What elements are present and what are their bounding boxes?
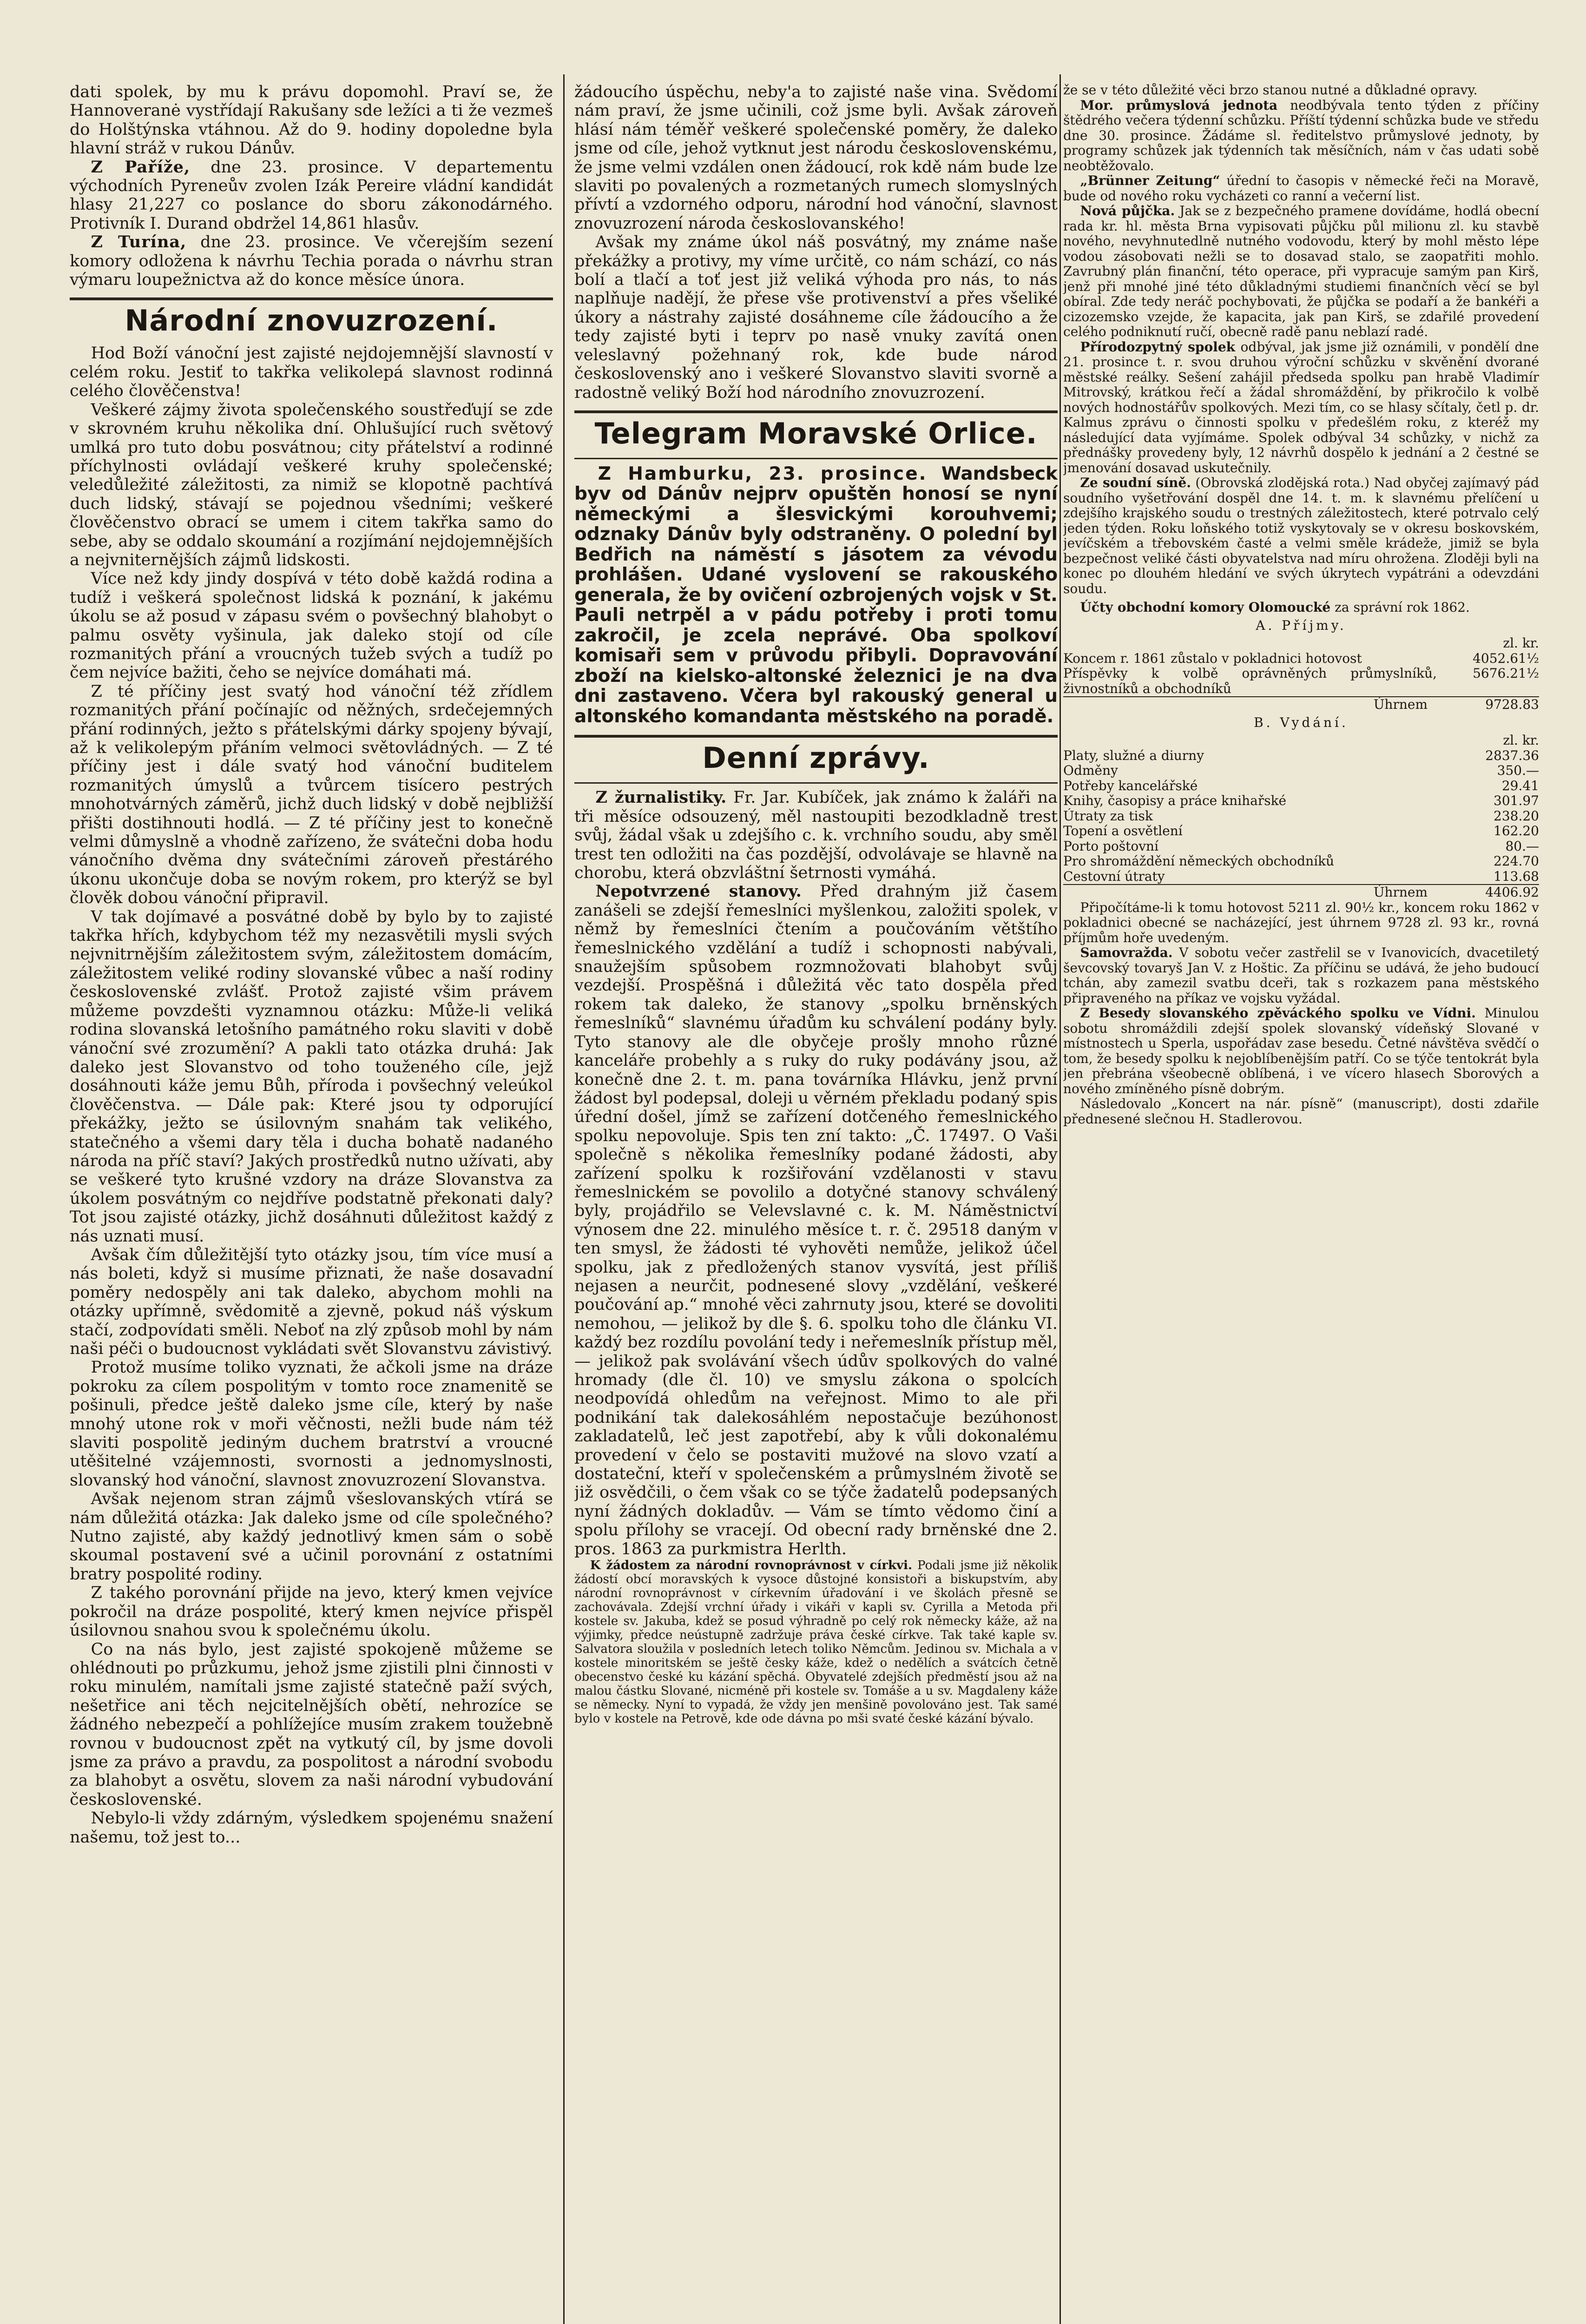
- column-rule: [1060, 74, 1061, 2324]
- news-subheading: Přírodozpytný spolek: [1080, 339, 1236, 355]
- news-text: Minulou sobotu shromáždili zdejší spolek slovanský vídeňský Slované v místnostech u Sperla, uspořádav zase besedu. Četné návštěva svědčí o tom, že besedy spolku k nejoblíbenějším patří. Co se týče tentokrát byla jen přebrána všeobecně oblíbená, i ve vícero hlasech Sborových a nového zmíněného písně dobrým.: [1063, 1005, 1539, 1096]
- news-text: V sobotu večer zastřelil se v Ivanovicích, dvacetiletý ševcovský tovaryš Jan V. z Hoštic. Za příčinu se udává, že jeho budoucí tchán, aby zamezil svatbu dceři, tak s rozkazem pana městského připraveného na příkaz ve vojsku vyžádal.: [1063, 945, 1539, 1006]
- row-label: Porto poštovní: [1063, 838, 1159, 854]
- news-text: neodbývala tento týden z příčiny štědrého večera týdenní schůzku. Příští týdenní schůzka bude ve středu dne 30. prosince. Žádáme sl. ředitelstvo průmyslové jednoty, by programy schůzek jak týdenních tak měsíčních, nám v čas udati sobě neobtěžovalo.: [1063, 97, 1539, 173]
- row-value: 301.97: [1494, 793, 1539, 808]
- news-subheading: Z žurnalistiky.: [595, 788, 727, 807]
- article-paragraph: Co na nás bylo, jest zajisté spokojeně můžeme se ohlédnouti po průzkumu, jehož jsme zjistili plni činnosti v roku minulém, namítali jsme zajisté statečně paží svých, nešetřice ani těch nejcitelnějších obětí, nehrozíce se žádného nebezpečí a pohlížejíce musím zrakem toužebně rovnou v budoucnost zpět na vytkutý cíl, by jsme dovoli jsme za právo a pravdu, za pospolitost a národní svobodu za blahobyt a osvětu, slovem za naši národní vybudování československé.: [70, 1640, 553, 1809]
- news-text: Podali jsme již několik žádostí obcí moravských k vysoce důstojné konsistoři a biskupstvím, aby národní rovnoprávnost v církevním úřadování i ve školách přesně se zachovávala. Zdejší vrchní úřady i vikáři v kapli sv. Cyrilla a Metoda při kostele sv. Jakuba, kdež se posud výhradně po celý rok německy káže, až na výjimky, předce neústupně zadržuje práva české církve. Tak také kaple sv. Salvatora sloužila v posledních letech toliko Němcům. Jedinou sv. Michala a v kostele minoritském se ještě česky káže, kdež o nedělích a svátcích četně obecenstvo české ku kázání spěchá. Obyvatelé zdejších předměstí jsou až na malou částku Slované, nicméně při kostele sv. Tomáše a u sv. Magdaleny káže se německy. Nyní to vypadá, že vždy jen menšině povolováno jest. Tak samé bylo v kostele na Petrově, kde ode dávna po mši svaté české kázání bývalo.: [574, 1558, 1058, 1726]
- paris-report: [70, 158, 553, 233]
- table-row: [1063, 733, 1539, 748]
- news-item: [1063, 173, 1539, 204]
- middle-lead-2: Avšak my známe úkol náš posvátný, my známe naše překážky a protivy, my víme určitě, co nám schází, co nás bolí a tlačí a toť jest již veliká výhoda pro nás, to nás naplňuje nadějí, že přese vše protivenství a přes všeliké úkory a nástrahy zajisté dosáhneme cíle žádoucího a že tedy zajisté byti i teprv po nasě vnuky zavítá onen veleslavný požehnaný rok, kde bude národ československý ano i veškeré Slovanstvo slaviti svorně a radostně veliký Boží hod národního znovuzrození.: [574, 233, 1058, 402]
- section-rule: [574, 782, 1058, 784]
- row-label: Cestovní útraty: [1063, 868, 1165, 884]
- news-item: [574, 882, 1058, 1558]
- news-subheading: K žádostem za národní rovnoprávnost v církvi.: [590, 1558, 912, 1573]
- news-item: [1063, 945, 1539, 1006]
- expense-table: [1063, 733, 1539, 900]
- section-rule: [574, 735, 1058, 738]
- news-subheading: Nová půjčka.: [1080, 203, 1175, 218]
- account-note: Připočítáme-li k tomu hotovost 5211 zl. 90½ kr., koncem roku 1862 v pokladnici obecné se nacházející, jest úhrnem 9728 zl. 93 kr., rovná příjmům hoře uvedeným.: [1063, 899, 1539, 945]
- table-row: [1063, 793, 1539, 809]
- sum-value: 9728.83: [1437, 697, 1539, 713]
- section-rule: [574, 458, 1058, 459]
- table-row: [1063, 839, 1539, 854]
- account-title-main: Účty obchodní komory Olomoucké: [1080, 600, 1331, 615]
- row-value: 113.68: [1494, 868, 1539, 884]
- article-paragraph: Avšak nejenom stran zájmů všeslovanských vtírá se nám důležitá otázka: Jak daleko jsme od cíle společného? Nutno zajisté, aby každý jednotlivý kmen sám o sobě skoumal postavení své a učinil porovnání z ostatními bratry pospolité rodiny.: [70, 1490, 553, 1584]
- article-paragraph: Hod Boží vánoční jest zajisté nejdojemnější slavností v celém roku. Jestiť to takřka velikolepá slavnost rodinná celého člověčenstva!: [70, 344, 553, 401]
- news-item: [1063, 1006, 1539, 1096]
- row-label: Příspěvky k volbě oprávněných průmyslníků, živnostníků a obchodníků: [1063, 666, 1437, 696]
- news-subheading: Z Besedy slovanského zpěváckého spolku ve Vídni.: [1080, 1005, 1476, 1021]
- article-paragraph: V tak dojímavé a posvátné době by bylo by to zajisté takřka hřích, kdybychom též my nezasvětili mysli svých nejvnitrnějším záležitostem svým, záležitostem domácím, záležitostem veliké rodiny slovanské vůbec a naší rodiny československé zvlášť. Protož zajisté všim právem můžeme povzdešti vyznamnou otázku: Může-li veliká rodina slovanská letošního památného roku slaviti v době vánoční své zrozumění? A pakli tato otázka druhá: Jak daleko jest Slovanstvo od toho touženého cíle, jejž dosáhnouti káže jemu Bůh, příroda i povšechný veleúkol člověčenstva. — Dále pak: Které jsou ty odporující překážky, ježto se úsilovným snahám tak velikého, statečného a všemi dary těla i ducha bohatě nadaného národa na příč staví? Jakých prostředků nutno užívati, aby se veškeré tyto krušné vzdory na dráze Slovanstva za úkolem posvátným co nejdříve podstatně překonati daly? Tot jsou zajisté otázky, jichž dosáhnuti důležitost každý z nás uznati musí.: [70, 907, 553, 1246]
- row-value: 5676.21½: [1473, 666, 1539, 681]
- turin-text: dne 23. prosince. Ve včerejším sezení komory odložena k návrhu Techia porada o návrhu stran výmaru loupežnictva až do konce měsíce února.: [70, 233, 553, 290]
- column-rule: [563, 74, 565, 2324]
- income-title: A. Příjmy.: [1256, 617, 1347, 633]
- news-text: odbýval, jak jsme již oznámili, v pondělí dne 21. prosince t. r. svou druhou výroční schůzku v skvěnění dvorané městské reálky. Sešení zahájil předseda spolku pan hrabě Vladimír Mitrovský, krátkou řečí a žádal shromáždění, by přikročilo k volbě nových hodnostářův spolkových. Mezi tím, co se hlasy sčítaly, četl p. dr. Kalmus zprávu o činnosti spolku v předešlém roku, z kteréž my následující data vyjímáme. Spolek odbýval 34 schůzky, v nichž za přednášky provedeny byly, 12 návrhů dospělo k jednání a 2 čestné se jmenování dosavad uskutečnily.: [1063, 339, 1539, 475]
- table-row: [1063, 651, 1539, 667]
- section-rule: [574, 410, 1058, 413]
- article-paragraph: Nebylo-li vždy zdárným, výsledkem spojenému snažení našemu, tož jest to...: [70, 1809, 553, 1847]
- article-body: [70, 344, 553, 1847]
- news-item: [1063, 98, 1539, 174]
- table-row: [1063, 854, 1539, 869]
- news-text: Fr. Jar. Kubíček, jak známo k žaláři na tři měsíce odsouzený, měl nastoupiti bezodkladně trest svůj, žádal však u zdejšího c. k. vrchního soudu, aby směl trest ten odložiti na čas pozdější, odvolávaje se hlavně na chorobu, která obzvláštní šetrnosti vymáhá.: [574, 788, 1058, 883]
- row-label: Potřeby kancelářské: [1063, 778, 1198, 793]
- table-row: [1063, 885, 1539, 900]
- paris-dateline: Z Paříže,: [91, 157, 191, 177]
- news-text: Následovalo „Koncert na nár. písně“ (manuscript), dosti zdařile přednesené slečnou H. Stadlerovou.: [1063, 1096, 1539, 1127]
- row-value: 350.—: [1497, 763, 1539, 778]
- row-label: Knihy, časopisy a práce knihařské: [1063, 793, 1287, 808]
- table-row: [1063, 697, 1539, 713]
- sum-value: 4406.92: [1437, 885, 1539, 900]
- row-value: 162.20: [1494, 823, 1539, 838]
- turin-dateline: Z Turína,: [91, 232, 187, 252]
- right-lead: že se v této důležité věci brzo stanou nutné a důkladné opravy.: [1063, 83, 1478, 98]
- row-label: Koncem r. 1861 zůstalo v pokladnici hotovost: [1063, 650, 1362, 666]
- news-item: [1063, 204, 1539, 340]
- paris-text: dne 23. prosince. V departementu východních Pyreneův zvolen Izák Pereire vládní kandidát hlasy 21,227 co poslance do sboru zákonodárného. Protivník I. Durand obdržel 14,861 hlasův.: [70, 158, 553, 233]
- article-paragraph: Více než kdy jindy dospívá v této době každá rodina a tudíž i veškerá společnost lidská k poznání, k jakému úkolu se až posud v zápasu svém o povšechný blahobyt o palmu osvěty vyšinula, jak daleko stojí od cíle rozmanitých přání a vroucných tužeb svých a tudíž po čem nejvíce bažiti, čeho se nejvíce domáhati má.: [70, 569, 553, 682]
- row-label: Platy, služné a diurny: [1063, 747, 1204, 763]
- expense-title: B. Vydání.: [1254, 714, 1349, 730]
- news-subheading: Mor. průmyslová jednota: [1080, 97, 1278, 113]
- row-label: Topení a osvětlení: [1063, 823, 1183, 838]
- currency-label: zl. kr.: [1503, 635, 1539, 651]
- table-row: [1063, 666, 1539, 697]
- telegram-dateline: Z Hamburku, 23. prosince.: [598, 463, 928, 484]
- news-subheading: „Brünner Zeitung“: [1080, 173, 1220, 188]
- news-text: (Obrovská zlodějská rota.) Nad obyčej zajímavý pád soudního vyšetřování dospěl dne 14. t. m. k slavnému přelíčení u zdejšího krajského soudu o trestných záležitostech, které potrvalo celý jeden týden. Roku loňského totiž vyskytovaly se v okresu boskovském, jevíčském a třebovském časté a velmi směle krádeže, jimiž se byla bezpečnost veliké části obyvatelstva nad míru ohrožena. Zloději byli na konec po dlouhém hledání ve svých úkrytech vypátráni a odevzdáni soudu.: [1063, 475, 1539, 596]
- row-value: 238.20: [1494, 808, 1539, 824]
- article-paragraph: Protož musíme toliko vyznati, že ačkoli jsme na dráze pokroku za cílem pospolitým v tomto roce znamenitě se pošinuli, předce ještě daleko jsme cíle, který by naše mnohý utone rok v moři věčnosti, nežli bude nám též slaviti pospolitě jediným duchem bratrství a vroucné utěšitelné vzájemnosti, svornosti a jednomyslnosti, slovanský hod vánoční, slavnost znovuzrození Slovanstva.: [70, 1358, 553, 1490]
- left-column: [70, 83, 553, 2324]
- news-heading: Denní zprávy.: [702, 741, 930, 775]
- sum-label: Úhrnem: [1063, 885, 1437, 900]
- telegram-text: Wandsbeck byv od Dánův nejprv opuštěn honosí se nyní německými a šlesvickými korouhvemi; odznaky Dánův byly odstraněny. O polední byl Bedřich na náměstí s jásotem za vévodu prohlášen. Udané vyslovení se rakouského generala, že by ovičení ozbrojených vojsk v St. Pauli netrpěl a v pádu potřeby i proti tomu zakročil, je zcela neprávé. Oba spolkoví komisaři sem v průvodu přibyli. Dopravování zboží na kielsko-altonské železnici je na dva dni zastaveno. Včera byl rakouský general u altonského komandanta městského na poradě.: [574, 463, 1058, 727]
- sum-label: Úhrnem: [1063, 697, 1437, 713]
- currency-label: zl. kr.: [1503, 733, 1539, 748]
- news-text: úřední to časopis v německé řeči na Moravě, bude od nového roku vycházeti co ranní a večerní list.: [1063, 173, 1539, 204]
- right-column: [1063, 83, 1539, 2324]
- row-value: 29.41: [1501, 778, 1539, 793]
- row-label: Pro shromáždění německých obchodníků: [1063, 853, 1335, 869]
- news-item: [1063, 340, 1539, 476]
- table-row: [1063, 636, 1539, 651]
- turin-report: [70, 233, 553, 289]
- news-item: [1063, 475, 1539, 596]
- news-item: [574, 1558, 1058, 1726]
- middle-column: [574, 83, 1058, 2324]
- table-row: [1063, 779, 1539, 794]
- middle-lead: žádoucího úspěchu, neby'a to zajisté naše vina. Svědomí nám praví, že jsme učinili, což jsme byli. Avšak zároveň hlásí nám téměř veškeré společenské poměry, že daleko jsme od cíle, jehož vytknut jest národu československému, že jsme velmi vzdálen onen žádoucí, rok kdě nám bude lze slaviti po povalených a rozmetaných rumech slomyslných přívtí a vzdorného odporu, národní hod vánoční, slavnost znovuzrození národa českoslovanského!: [574, 83, 1058, 233]
- row-value: 80.—: [1505, 838, 1539, 854]
- news-text: Před drahným již časem zanášeli se zdejší řemeslníci myšlenkou, založiti spolek, v němž by řemeslníci čtením a poučováním větštího řemeslnického vzdělání a tudíž i schopnosti nabývali, snaužejším spůsobem rozmnožovati blahobyt svůj vezdejší. Prospěšná i důležitá věc tato dospěla před rokem tak daleko, že stanovy „spolku brněnských řemeslníků“ slavnému úřadům ku schválení podány byly. Tyto stanovy ale dle obyčeje prošly mnoho různé kanceláře probehly a s ruky do ruky podávány jsou, až konečně dne 2. t. m. pana továrníka Hlávku, jenž první žádost byl podepsal, doleji u věrném překladu podaný spis úřední došel, jímž se zařízení dotčeného řemeslnického spolku nepovoluje. Spis ten zní takto: „Č. 17497. O Vaši společně s několika řemeslníky podané žádosti, aby zařízení spolku k rozšiřování vzdělanosti v stavu řemeslnickém se povolilo a dotyčné stanovy schválený byly, projádřilo se Velevslavné c. k. M. Náměstnictví výnosem dne 22. minulého měsíce t. r. č. 29518 daným v ten smysl, že žádosti té vyhověti nemůže, jelikož účel spolku, jak z předložených stanov vysvítá, jest příliš nejasen a neurčit, podnesené slovy „vzdělání, veškeré poučování ap.“ mnohé věci zahrnuty jsou, které se dovoliti nemohou, — jelikož by dle §. 6. spolku toho dle článku VI. každý bez rozdílu povolání tedy i neřemeslník přístup měl, — jelikož pak svolávání všech údův spolkových do valné hromady (dle čl. 10) ve smyslu zákona o spolcích neodpovídá ohledům na veřejnost. Mimo to ale při podnikání tak dalekosáhlém nepostačuje bezúhonost zakladatelů, leč jest zapotřebí, aby k vůli dokonalému provedení v čelo se postaviti mužové na slovo vzatí a dostateční, kteří v společenském a průmyslném životě se již osvědčili, o čem však co se týče žadatelů podepsaných nyní žádných dokladův. — Vám se tímto vědomo činí a spolu přílohy se vracejí. Od obecní rady brněnské dne 2. pros. 1863 za purkmistra Herlth.: [574, 882, 1058, 1558]
- row-label: Útraty za tisk: [1063, 808, 1153, 824]
- table-row: [1063, 824, 1539, 839]
- account-title: [1063, 600, 1539, 615]
- article-paragraph: Avšak čím důležitější tyto otázky jsou, tím více musí a nás boleti, když si musíme přiznati, že naše dosavadní poměry nedospěly ani tak daleko, abychom mohli na otázky upřímně, svědomitě a zjevně, pokud náš výskum stačí, zodpovídati směli. Neboť na zlý způsob mohl by nám naši péči o budoucnost vykládati svět Slovanstvu závistivý.: [70, 1245, 553, 1358]
- news-subheading: Nepotvrzené stanovy.: [595, 882, 802, 901]
- table-row: [1063, 869, 1539, 885]
- news-text: Jak se z bezpečného pramene dovídáme, hodlá obecní rada kr. hl. města Brna vypisovati půjčku půl milionu zl. ku stavbě nového, nevyhnutedlně nutného vodovodu, který by mohl město lépe vodou zásobovati nežli se to dosavad stalo, se zaopatřiti mohlo. Zavrubný plán finanční, této operace, při vypracuje samým pan Kirš, jenž při mnohé jiné této důkladnými studiemi finančních věcí se byl obíral. Zde tedy neráč pochybovati, že půjčka se podaří a že bankéři a cizozemsko vzejde, že kapacita, jak pan Kirš, se zdařilé provedení celého podniknutí ručí, obecně radě panu neblazí radé.: [1063, 203, 1539, 339]
- left-lead: dati spolek, by mu k právu dopomohl. Praví se, že Hannoveranė vystřídají Rakušany sde ležíci a ti že vezmeš do Holštýnska vtáhnou. Až do 9. hodiny dopoledne byla hlavní stráž v rukou Dánův.: [70, 83, 553, 158]
- news-item: [1063, 1096, 1539, 1127]
- income-table: [1063, 636, 1539, 713]
- section-rule: [70, 297, 553, 300]
- table-row: [1063, 763, 1539, 779]
- table-row: [1063, 748, 1539, 764]
- article-heading: Národní znovuzrození.: [125, 304, 498, 338]
- account-title-suffix: za správní rok 1862.: [1335, 600, 1470, 615]
- article-paragraph: Z takého porovnání přijde na jevo, který kmen vejvíce pokročil na dráze pospolité, který kmen nejvíce přispěl úsilovnou snahou svou k společnému úkolu.: [70, 1584, 553, 1640]
- account-statement: [1063, 600, 1539, 900]
- row-value: 4052.61½: [1473, 650, 1539, 666]
- article-paragraph: Z té příčiny jest svatý hod vánoční též zřídlem rozmanitých přání počínajíc od něžných, srdečejemných přání rodinných, ježto s přátelskými dárky spojeny bývají, až k velikolepým přáním velmoci světovládných. — Z té příčiny jest i dále svatý hod vánoční buditelem rozmanitých úmyslů a tvůrcem tisícero pestrých mnohotvárných záměrů, jichž duch lidský v době nejbližší přišti dostihnouti hodlá. — Z té příčiny jest to konečně velmi důmyslně a vhodně zařízeno, že svátečni doba hodu vánočního dvěma dny svátečními zároveň přestárého úkonu ukončuje doba se novým rokem, pro kterýž se byl člověk dobou vánoční připravil.: [70, 682, 553, 908]
- row-value: 224.70: [1494, 853, 1539, 869]
- table-row: [1063, 809, 1539, 824]
- news-subheading: Samovražda.: [1080, 945, 1173, 960]
- telegram-heading: Telegram Moravské Orlice.: [594, 416, 1038, 450]
- row-value: 2837.36: [1485, 747, 1539, 763]
- telegram-body: [574, 464, 1058, 727]
- row-label: Odměny: [1063, 763, 1118, 778]
- news-subheading: Ze soudní síně.: [1080, 475, 1191, 490]
- article-paragraph: Veškeré zájmy života společenského soustřeďují se zde v skrovném kruhu několika dní. Ohlušující ruch světový umlká pro tuto dobu posvátnou; city přátelství a rodinné příchylnosti ovládají veškeré kruhy společenské; veledůležité záležitosti, za nimiž se klopotně pachtívá duch lidský, stávají se pojednou všedními; veškeré člověčenstvo obrací se umem i citem takřka samo do sebe, aby se oddalo skoumání a rozjímání nejdojemnějších a nejvniternějších zájmů lidskosti.: [70, 400, 553, 569]
- news-item: [574, 788, 1058, 882]
